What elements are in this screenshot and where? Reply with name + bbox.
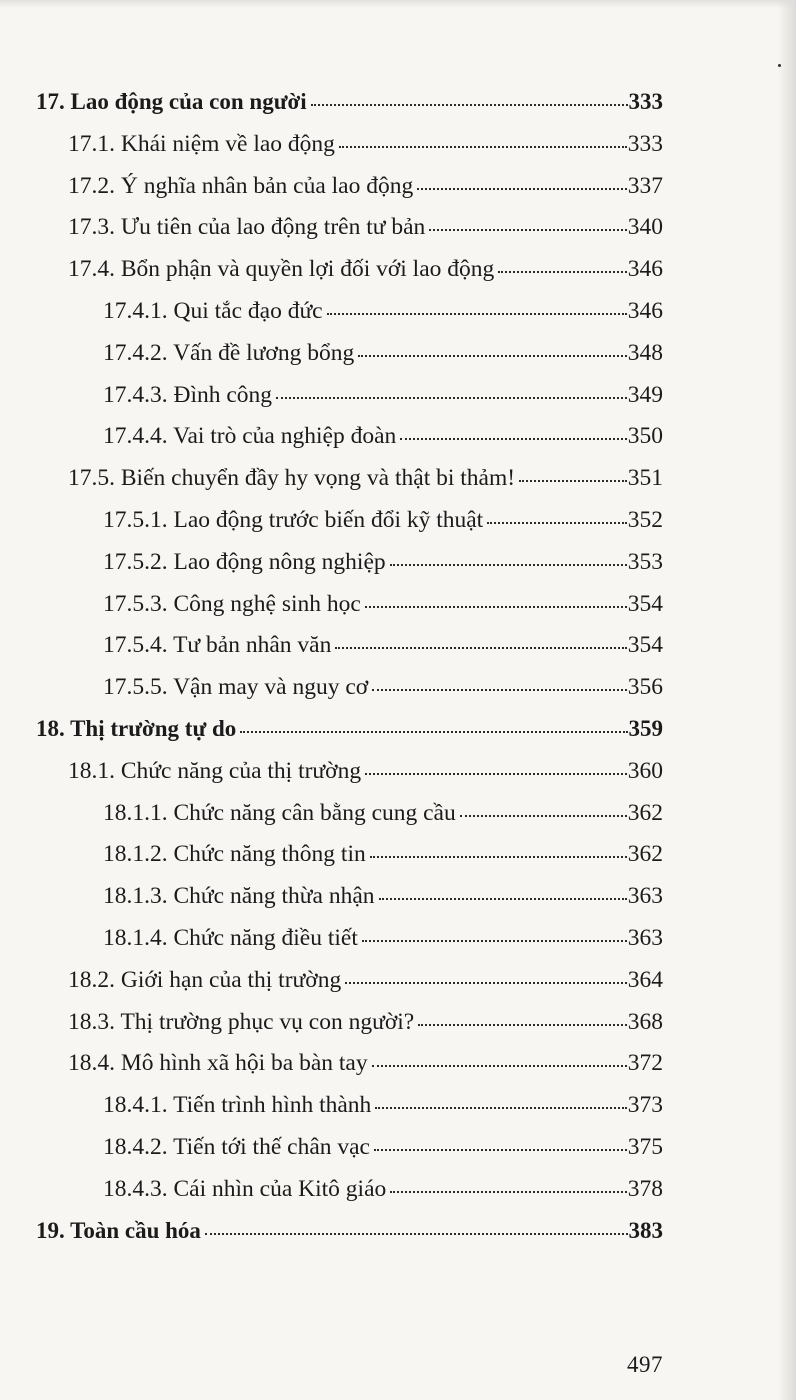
toc-entry	[68, 460, 663, 496]
toc-entry	[103, 1087, 663, 1123]
toc-entry-page: 360	[627, 757, 663, 784]
toc-entry-title: 18.1.3. Chức năng thừa nhận	[103, 883, 375, 910]
dot-leader	[358, 355, 627, 357]
dot-leader	[372, 1065, 627, 1067]
toc-entry-page: 375	[627, 1134, 663, 1160]
dot-leader	[335, 647, 626, 649]
toc-entry	[103, 502, 663, 538]
dot-leader	[418, 1024, 627, 1026]
dot-leader	[240, 731, 627, 733]
toc-entry-title: 17.3. Ưu tiên của lao động trên tư bản	[68, 214, 426, 241]
toc-entry-title: 18.2. Giới hạn của thị trường	[68, 966, 342, 993]
toc-entry	[103, 335, 663, 371]
dot-leader	[339, 146, 627, 148]
dot-leader	[345, 982, 627, 984]
toc-entry	[103, 586, 663, 622]
toc-entry	[103, 377, 663, 413]
toc-entry-title: 17. Lao động của con người	[36, 89, 307, 114]
toc-entry	[103, 293, 663, 329]
dot-leader	[311, 104, 628, 106]
toc-entry	[68, 962, 663, 998]
toc-entry	[103, 1129, 663, 1165]
toc-entry	[68, 1004, 663, 1040]
toc-entry-page: 346	[627, 256, 663, 283]
toc-entry-title: 17.5.4. Tư bản nhân văn	[103, 632, 332, 659]
toc-entry-title: 17.4.2. Vấn đề lương bổng	[103, 339, 355, 366]
dot-leader	[205, 1233, 628, 1235]
toc-entry-title: 18.4. Mô hình xã hội ba bàn tay	[68, 1050, 368, 1077]
toc-entry	[68, 168, 663, 204]
toc-entry	[36, 711, 663, 747]
dot-leader	[429, 229, 626, 231]
toc-entry-page: 373	[627, 1092, 663, 1119]
toc-entry	[68, 251, 663, 287]
toc-entry-page: 350	[627, 423, 663, 450]
toc-entry-page: 333	[628, 89, 663, 114]
toc-entry-title: 17.2. Ý nghĩa nhân bản của lao động	[68, 172, 414, 199]
toc-entry-page: 354	[627, 590, 663, 617]
toc-entry	[103, 627, 663, 663]
toc-entry	[68, 209, 663, 245]
toc-entry-page: 362	[627, 841, 663, 868]
dot-leader	[379, 898, 627, 900]
dot-leader	[375, 1107, 626, 1109]
dot-leader	[519, 480, 627, 482]
toc-entry-title: 18.4.1. Tiến trình hình thành	[103, 1092, 372, 1119]
dot-leader	[417, 188, 627, 190]
toc-entry-title: 19. Toàn cầu hóa	[36, 1217, 201, 1243]
toc-entry-page: 337	[627, 172, 663, 199]
toc-entry-title: 17.5.5. Vận may và nguy cơ	[103, 674, 369, 701]
dot-leader	[498, 271, 626, 273]
toc-entry-title: 17.4.1. Qui tắc đạo đức	[103, 298, 323, 324]
dot-leader	[374, 1149, 627, 1151]
page-right-shadow	[778, 0, 796, 1400]
dot-leader	[390, 564, 627, 566]
toc-entry-page: 354	[627, 632, 663, 659]
toc-entry-title: 18.1. Chức năng của thị trường	[68, 757, 362, 784]
toc-entry-page: 340	[627, 214, 663, 241]
dot-leader	[372, 689, 627, 691]
paper-speck	[778, 64, 781, 67]
toc-entry	[36, 84, 663, 120]
toc-entry	[103, 878, 663, 914]
toc-entry-page: 362	[627, 799, 663, 826]
toc-entry-page: 359	[628, 716, 663, 741]
toc-entry-page: 346	[627, 298, 663, 324]
dot-leader	[400, 438, 626, 440]
dot-leader	[390, 1191, 626, 1193]
toc-entry-title: 18. Thị trường tự do	[36, 716, 237, 741]
toc-entry	[103, 1171, 663, 1207]
toc-entry-page: 351	[627, 465, 663, 492]
toc-entry	[68, 753, 663, 789]
toc-entry-page: 348	[627, 339, 663, 366]
page-top-shadow	[0, 0, 796, 8]
toc-entry-page: 372	[627, 1050, 663, 1077]
toc-entry	[36, 1213, 663, 1249]
toc-entry	[103, 920, 663, 956]
toc-entry	[68, 126, 663, 162]
toc-entry-page: 356	[627, 674, 663, 701]
toc-entry-title: 17.5.2. Lao động nông nghiệp	[103, 548, 386, 575]
toc-entry-page: 333	[627, 130, 663, 157]
toc-entry-page: 349	[627, 381, 663, 408]
toc-entry-page: 353	[627, 548, 663, 575]
toc-entry-page: 383	[628, 1217, 663, 1243]
toc-entry-title: 18.1.2. Chức năng thông tin	[103, 841, 366, 868]
toc-entry	[103, 544, 663, 580]
toc-entry	[103, 836, 663, 872]
toc-entry-title: 17.1. Khái niệm về lao động	[68, 130, 335, 157]
page-number: 497	[627, 1352, 663, 1377]
dot-leader	[362, 940, 627, 942]
dot-leader	[365, 773, 627, 775]
toc-entry-page: 378	[627, 1175, 663, 1202]
toc-entry	[68, 1045, 663, 1081]
dot-leader	[370, 856, 627, 858]
dot-leader	[365, 606, 627, 608]
toc-entry	[103, 669, 663, 705]
toc-entry-title: 17.5.1. Lao động trước biến đổi kỹ thuật	[103, 507, 484, 533]
dot-leader	[276, 397, 627, 399]
toc-entry-page: 363	[627, 925, 663, 951]
toc-entry-title: 18.4.3. Cái nhìn của Kitô giáo	[103, 1175, 387, 1202]
toc-entry-page: 363	[627, 883, 663, 910]
toc-entry-title: 18.1.4. Chức năng điều tiết	[103, 925, 358, 951]
toc-entry-title: 17.4.4. Vai trò của nghiệp đoàn	[103, 423, 397, 450]
toc-entry-title: 17.5. Biến chuyển đầy hy vọng và thật bi thảm!	[68, 465, 516, 492]
toc-entry-title: 18.4.2. Tiến tới thế chân vạc	[103, 1134, 370, 1160]
toc-entry	[103, 418, 663, 454]
toc-entry-page: 364	[627, 966, 663, 993]
toc-entry-page: 352	[627, 507, 663, 533]
dot-leader	[460, 815, 627, 817]
dot-leader	[327, 313, 627, 315]
toc-entry-title: 18.3. Thị trường phục vụ con người?	[68, 1008, 415, 1035]
toc-entry	[103, 795, 663, 831]
toc-entry-title: 18.1.1. Chức năng cân bằng cung cầu	[103, 799, 456, 826]
toc-entry-page: 368	[627, 1008, 663, 1035]
toc-entry-title: 17.4.3. Đình công	[103, 381, 273, 408]
toc-entry-title: 17.4. Bổn phận và quyền lợi đối với lao động	[68, 256, 495, 283]
toc-entry-title: 17.5.3. Công nghệ sinh học	[103, 590, 361, 617]
dot-leader	[487, 522, 627, 524]
